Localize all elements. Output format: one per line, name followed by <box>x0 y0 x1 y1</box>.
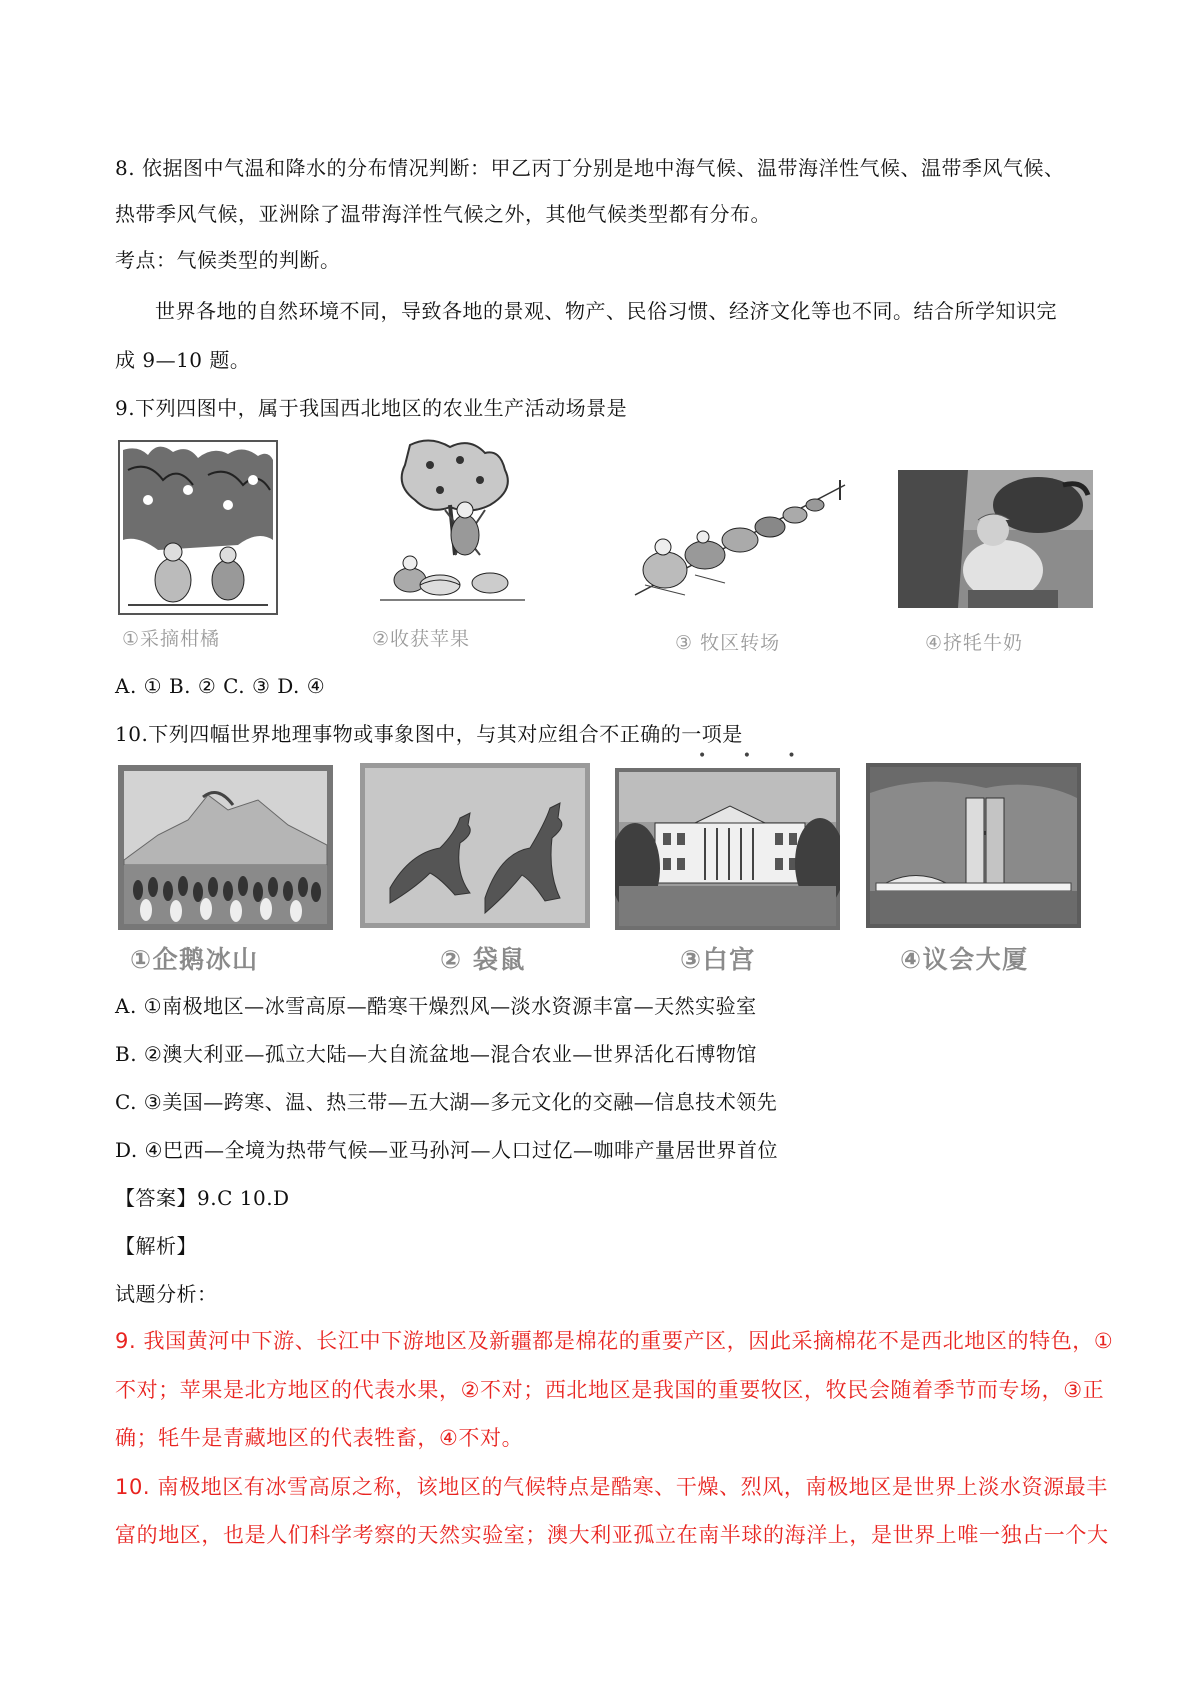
q9-options: A. ① B. ② C. ③ D. ④ <box>115 674 326 698</box>
intro-line-2: 成 9—10 题。 <box>115 348 251 372</box>
q9-fig1-caption: ①采摘柑橘 <box>122 628 221 650</box>
penguin-iceberg-photo-icon <box>118 765 333 930</box>
kangaroo-photo-icon <box>360 763 590 928</box>
q10-fig3-caption: ③白宫 <box>680 945 756 974</box>
analysis-label: 【解析】 <box>115 1234 197 1258</box>
analysis-red-line-3: 确；牦牛是青藏地区的代表牲畜，④不对。 <box>115 1426 524 1450</box>
q10-option-c: C. ③美国—跨寒、温、热三带—五大湖—多元文化的交融—信息技术领先 <box>115 1090 778 1114</box>
q9-fig3-caption: ③ 牧区转场 <box>675 632 781 654</box>
q9-fig4-caption: ④挤牦牛奶 <box>925 632 1024 654</box>
pasture-migration-scene-icon <box>625 475 850 605</box>
analysis-red-line-4: 10. 南极地区有冰雪高原之称，该地区的气候特点是酷寒、干燥、烈风，南极地区是世界上淡水资源最丰 <box>115 1475 1108 1499</box>
q10-stem: 10.下列四幅世界地理事物或事象图中，与其对应组合不正确的一项是 <box>115 722 743 746</box>
q10-option-d: D. ④巴西—全境为热带气候—亚马孙河—人口过亿—咖啡产量居世界首位 <box>115 1138 778 1162</box>
q10-fig1-caption: ①企鹅冰山 <box>130 945 259 974</box>
analysis-red-line-5: 富的地区，也是人们科学考察的天然实验室；澳大利亚孤立在南半球的海洋上，是世界上唯一独占一个大 <box>115 1523 1109 1547</box>
yak-milking-photo-icon <box>898 470 1093 608</box>
decorative-dots: • • • <box>698 748 812 764</box>
intro-line-1: 世界各地的自然环境不同，导致各地的景观、物产、民俗习惯、经济文化等也不同。结合所学知识完 <box>155 299 1057 323</box>
parliament-building-photo-icon <box>866 763 1081 928</box>
q10-fig4-caption: ④议会大厦 <box>900 945 1029 974</box>
q8-line-2: 热带季风气候，亚洲除了温带海洋性气候之外，其他气候类型都有分布。 <box>115 202 771 226</box>
q9-fig2-caption: ②收获苹果 <box>372 628 471 650</box>
q8-point: 考点：气候类型的判断。 <box>115 248 341 272</box>
q10-option-b: B. ②澳大利亚—孤立大陆—大自流盆地—混合农业—世界活化石博物馆 <box>115 1042 757 1066</box>
analysis-red-line-1: 9. 我国黄河中下游、长江中下游地区及新疆都是棉花的重要产区，因此采摘棉花不是西北地区的特色，① <box>115 1329 1114 1353</box>
apple-harvest-scene-icon <box>370 435 530 610</box>
answer-line: 【答案】9.C 10.D <box>115 1186 290 1210</box>
q10-option-a: A. ①南极地区—冰雪高原—酷寒干燥烈风—淡水资源丰富—天然实验室 <box>115 994 757 1018</box>
analysis-red-line-2: 不对；苹果是北方地区的代表水果，②不对；西北地区是我国的重要牧区，牧民会随着季节而专场，③正 <box>115 1378 1105 1402</box>
white-house-photo-icon <box>615 768 840 930</box>
q9-stem: 9.下列四图中，属于我国西北地区的农业生产活动场景是 <box>115 396 628 420</box>
q10-fig2-caption: ② 袋鼠 <box>440 945 526 974</box>
orange-picking-scene-icon <box>118 440 278 615</box>
q8-line-1: 8. 依据图中气温和降水的分布情况判断：甲乙丙丁分别是地中海气候、温带海洋性气候、温带季风气候、 <box>115 156 1065 180</box>
analysis-subtitle: 试题分析： <box>115 1282 218 1306</box>
